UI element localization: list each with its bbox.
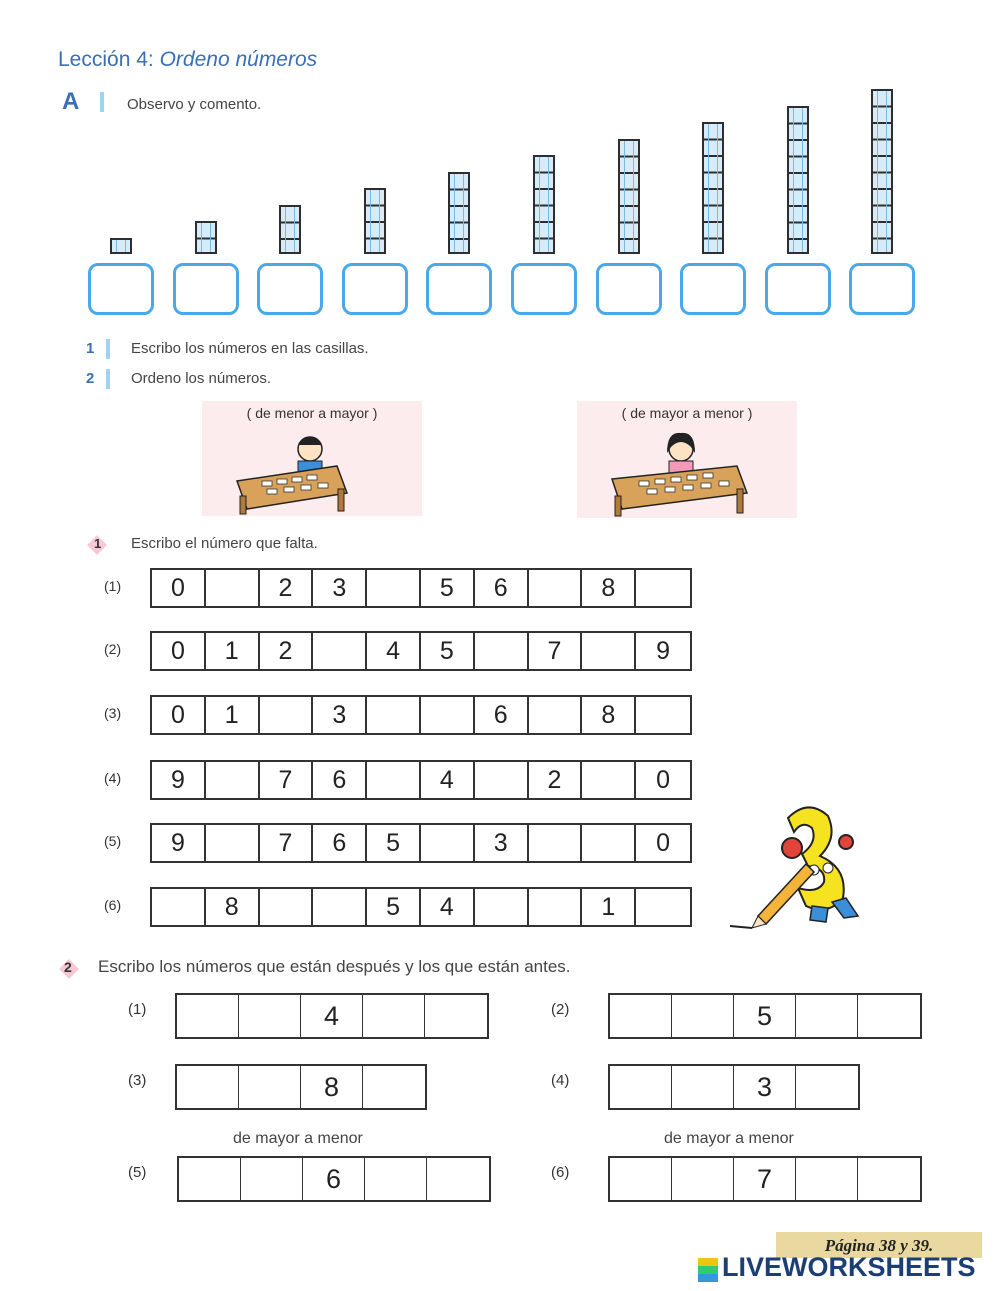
number-cell: 9	[656, 636, 671, 665]
blank-cell[interactable]	[363, 995, 425, 1037]
blank-cell[interactable]	[152, 889, 206, 925]
number-row	[150, 695, 692, 735]
number-cell: 0	[152, 570, 206, 606]
step-2-bar	[106, 369, 110, 389]
sequence-grid	[608, 993, 922, 1039]
cube-tower	[110, 238, 132, 255]
number-cell: 2	[260, 633, 314, 669]
blank-cell[interactable]	[529, 825, 583, 861]
blank-cell[interactable]	[529, 889, 583, 925]
sequence-grid	[175, 993, 489, 1039]
number-row	[150, 887, 692, 927]
row-label: (6)	[104, 897, 122, 913]
answer-box[interactable]	[849, 263, 915, 315]
blank-cell[interactable]	[636, 697, 690, 733]
blank-cell[interactable]	[260, 889, 314, 925]
number-mascot-illustration	[728, 798, 898, 933]
answer-box[interactable]	[426, 263, 492, 315]
sequence-grid	[608, 1064, 860, 1110]
number-cell: 5	[421, 633, 475, 669]
row-label: (1)	[104, 578, 122, 594]
number-cell: 4	[421, 889, 475, 925]
number-cell: 3	[475, 825, 529, 861]
blank-cell[interactable]	[425, 995, 487, 1037]
number-cell: 7	[260, 762, 314, 798]
cube-tower	[364, 188, 386, 254]
blank-cell[interactable]	[427, 1158, 489, 1200]
row-label: (4)	[104, 770, 122, 786]
number-cell: 3	[734, 1066, 796, 1108]
answer-box[interactable]	[680, 263, 746, 315]
blank-cell[interactable]	[365, 1158, 427, 1200]
number-row	[150, 568, 692, 608]
section-a-instruction: Observo y comento.	[127, 96, 262, 113]
blank-cell[interactable]	[582, 825, 636, 861]
blank-cell[interactable]	[421, 697, 475, 733]
number-cell: 3	[313, 697, 367, 733]
number-cell: 2	[260, 570, 314, 606]
step-2-number: 2	[86, 370, 95, 387]
page-reference: Página 38 y 39.	[776, 1232, 982, 1258]
blank-cell[interactable]	[363, 1066, 425, 1108]
number-cell: 6	[313, 762, 367, 798]
cube-tower	[279, 205, 301, 255]
answer-box[interactable]	[511, 263, 577, 315]
blank-cell[interactable]	[610, 995, 672, 1037]
lesson-label: Lección 4:	[58, 48, 154, 71]
row-label: (3)	[104, 705, 122, 721]
exercise-2-note-left: de mayor a menor	[233, 1130, 363, 1147]
blank-cell[interactable]	[206, 825, 260, 861]
number-cell: 2	[529, 762, 583, 798]
item-label: (2)	[551, 1001, 570, 1018]
picture-boy-ascending	[202, 401, 422, 516]
number-cell: 0	[656, 828, 671, 857]
item-label: (1)	[128, 1001, 147, 1018]
picture-caption-ascending: ( de menor a mayor )	[246, 405, 378, 421]
number-cell: 0	[152, 633, 206, 669]
number-cell: 7	[260, 825, 314, 861]
blank-cell[interactable]	[796, 1158, 858, 1200]
blank-cell[interactable]	[796, 1066, 858, 1108]
number-cell: 0	[152, 697, 206, 733]
cube-tower	[533, 155, 555, 254]
blank-cell[interactable]	[177, 1066, 239, 1108]
blank-cell[interactable]	[239, 995, 301, 1037]
section-a-letter: A	[62, 88, 80, 115]
answer-box[interactable]	[596, 263, 662, 315]
section-a-bar	[100, 92, 104, 112]
exercise-2-number: 2	[64, 959, 72, 975]
liveworksheets-logo-icon	[698, 1258, 718, 1282]
answer-box[interactable]	[257, 263, 323, 315]
blank-cell[interactable]	[672, 1066, 734, 1108]
number-cell: 6	[303, 1158, 365, 1200]
blank-cell[interactable]	[313, 889, 367, 925]
number-cell: 8	[206, 889, 260, 925]
blank-cell[interactable]	[529, 697, 583, 733]
number-cell: 8	[582, 697, 636, 733]
number-row	[150, 631, 692, 671]
picture-girl-descending	[577, 401, 797, 518]
number-row	[150, 823, 692, 863]
exercise-2-instruction: Escribo los números que están después y los que están antes.	[98, 957, 571, 976]
sequence-grid	[175, 1064, 427, 1110]
number-cell: 7	[529, 633, 583, 669]
exercise-1-instruction: Escribo el número que falta.	[131, 535, 318, 552]
item-label: (4)	[551, 1072, 570, 1089]
blank-cell[interactable]	[475, 762, 529, 798]
blank-cell[interactable]	[260, 697, 314, 733]
number-cell: 6	[475, 570, 529, 606]
sequence-grid	[177, 1156, 491, 1202]
number-cell: 8	[582, 570, 636, 606]
blank-cell[interactable]	[529, 570, 583, 606]
number-cell: 4	[367, 633, 421, 669]
item-label: (5)	[128, 1164, 147, 1181]
blank-cell[interactable]	[239, 1066, 301, 1108]
number-cell: 6	[313, 825, 367, 861]
blank-cell[interactable]	[858, 1158, 920, 1200]
row-label: (2)	[104, 641, 122, 657]
number-row	[150, 760, 692, 800]
lesson-title	[58, 48, 317, 72]
number-cell: 1	[582, 889, 636, 925]
step-1-text: Escribo los números en las casillas.	[131, 340, 369, 357]
number-cell: 5	[367, 889, 421, 925]
brand-name: LIVEWORKSHEETS	[722, 1252, 976, 1282]
number-cell: 5	[421, 570, 475, 606]
cube-tower	[448, 172, 470, 255]
blank-cell[interactable]	[672, 995, 734, 1037]
answer-box[interactable]	[342, 263, 408, 315]
blank-cell[interactable]	[582, 633, 636, 669]
lesson-name: Ordeno números	[159, 48, 318, 71]
answer-box[interactable]	[88, 263, 154, 315]
blank-cell[interactable]	[672, 1158, 734, 1200]
number-cell: 5	[734, 995, 796, 1037]
cube-tower	[618, 139, 640, 255]
cube-tower	[787, 106, 809, 255]
number-cell: 7	[734, 1158, 796, 1200]
cube-tower	[871, 89, 893, 254]
answer-box[interactable]	[765, 263, 831, 315]
exercise-2-note-right: de mayor a menor	[664, 1130, 794, 1147]
number-cell: 1	[206, 697, 260, 733]
number-cell: 6	[475, 697, 529, 733]
blank-cell[interactable]	[582, 762, 636, 798]
blank-cell[interactable]	[636, 889, 690, 925]
blank-cell[interactable]	[367, 762, 421, 798]
cube-tower	[195, 221, 217, 254]
blank-cell[interactable]	[858, 995, 920, 1037]
blank-cell[interactable]	[177, 995, 239, 1037]
blank-cell[interactable]	[421, 825, 475, 861]
blank-cell[interactable]	[796, 995, 858, 1037]
number-cell: 4	[421, 762, 475, 798]
blank-cell[interactable]	[241, 1158, 303, 1200]
blank-cell[interactable]	[367, 570, 421, 606]
blank-cell[interactable]	[367, 697, 421, 733]
blank-cell[interactable]	[610, 1066, 672, 1108]
blank-cell[interactable]	[636, 570, 690, 606]
step-1-number: 1	[86, 340, 95, 357]
blank-cell[interactable]	[475, 633, 529, 669]
step-2-text: Ordeno los números.	[131, 370, 272, 387]
sequence-grid	[608, 1156, 922, 1202]
step-1-bar	[106, 339, 110, 359]
exercise-1-number: 1	[94, 536, 102, 551]
boy-at-desk-illustration	[202, 401, 422, 516]
cube-tower	[702, 122, 724, 254]
blank-cell[interactable]	[610, 1158, 672, 1200]
blank-cell[interactable]	[206, 762, 260, 798]
number-cell: 5	[367, 825, 421, 861]
blank-cell[interactable]	[313, 633, 367, 669]
number-cell: 1	[206, 633, 260, 669]
picture-caption-descending: ( de mayor a menor )	[621, 405, 753, 421]
number-cell: 4	[301, 995, 363, 1037]
girl-at-desk-illustration	[577, 401, 797, 518]
item-label: (3)	[128, 1072, 147, 1089]
row-label: (5)	[104, 833, 122, 849]
blank-cell[interactable]	[206, 570, 260, 606]
item-label: (6)	[551, 1164, 570, 1181]
blank-cell[interactable]	[179, 1158, 241, 1200]
number-cell: 3	[313, 570, 367, 606]
blank-cell[interactable]	[475, 889, 529, 925]
number-cell: 9	[152, 825, 206, 861]
answer-box[interactable]	[173, 263, 239, 315]
number-cell: 0	[656, 765, 671, 794]
number-cell: 9	[152, 762, 206, 798]
number-cell: 8	[301, 1066, 363, 1108]
